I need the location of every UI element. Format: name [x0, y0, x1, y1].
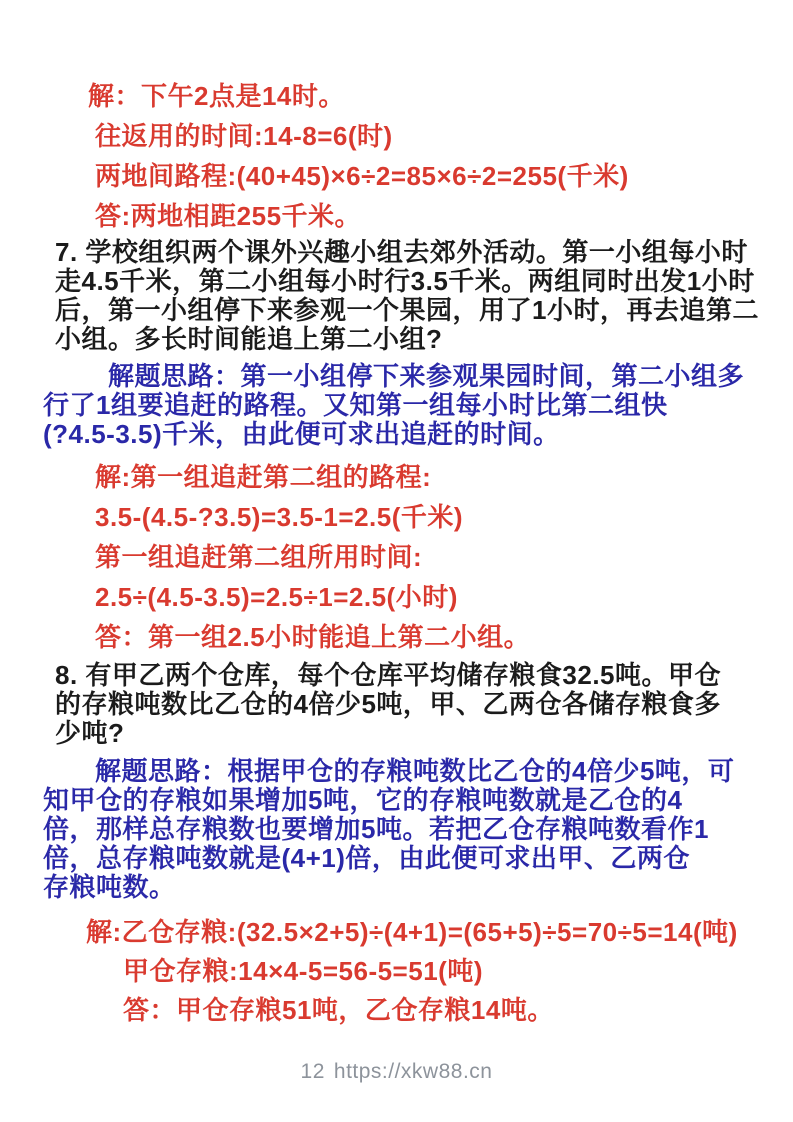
solution-8-line-2: 甲仓存粮:14×4-5=56-5=51(吨) [123, 956, 483, 986]
page-number: 12 [300, 1060, 325, 1083]
idea-7-line-2: 行了1组要追赶的路程。又知第一组每小时比第二组快 [43, 390, 668, 420]
problem-7-line-3: 后，第一小组停下来参观一个果园，用了1小时，再去追第二 [55, 295, 759, 325]
idea-8-line-4: 倍，总存粮吨数就是(4+1)倍，由此便可求出甲、乙两仓 [43, 843, 690, 873]
solution-6-line-4: 答:两地相距255千米。 [95, 201, 362, 231]
solution-8-line-3: 答：甲仓存粮51吨，乙仓存粮14吨。 [123, 995, 554, 1025]
solution-7-line-3: 第一组追赶第二组所用时间: [95, 542, 423, 572]
problem-8-line-2: 的存粮吨数比乙仓的4倍少5吨，甲、乙两仓各储存粮食多 [55, 689, 721, 719]
solution-6-line-2: 往返用的时间:14-8=6(时) [95, 121, 393, 151]
problem-7-line-2: 走4.5千米，第二小组每小时行3.5千米。两组同时出发1小时 [55, 266, 755, 296]
idea-7-line-3: (?4.5-3.5)千米，由此便可求出追赶的时间。 [43, 419, 560, 449]
idea-7-line-1: 解题思路：第一小组停下来参观果园时间，第二小组多 [108, 361, 745, 391]
idea-8-line-3: 倍，那样总存粮数也要增加5吨。若把乙仓存粮吨数看作1 [43, 814, 709, 844]
problem-8-line-1: 8. 有甲乙两个仓库，每个仓库平均储存粮食32.5吨。甲仓 [55, 660, 722, 690]
solution-8-block [0, 918, 793, 1024]
solution-7-line-2: 3.5-(4.5-?3.5)=3.5-1=2.5(千米) [95, 502, 464, 532]
solution-6-line-1: 解：下午2点是14时。 [88, 81, 345, 111]
problem-7-line-1: 7. 学校组织两个课外兴趣小组去郊外活动。第一小组每小时 [55, 237, 748, 267]
idea-8-line-5: 存粮吨数。 [43, 872, 176, 902]
problem-7-block [0, 238, 793, 354]
problem-8-line-3: 少吨? [55, 718, 125, 748]
solution-6-block [0, 82, 793, 230]
solution-7-line-5: 答：第一组2.5小时能追上第二小组。 [95, 622, 531, 652]
solution-7-line-4: 2.5÷(4.5-3.5)=2.5÷1=2.5(小时) [95, 582, 458, 612]
footer-url: https://xkw88.cn [333, 1060, 493, 1083]
solution-6-line-3: 两地间路程:(40+45)×6÷2=85×6÷2=255(千米) [95, 161, 629, 191]
solution-7-line-1: 解:第一组追赶第二组的路程: [95, 462, 432, 492]
problem-7-line-4: 小组。多长时间能追上第二小组? [55, 324, 443, 354]
solution-8-line-1: 解:乙仓存粮:(32.5×2+5)÷(4+1)=(65+5)÷5=70÷5=14(吨) [86, 917, 738, 947]
idea-8-block [0, 757, 793, 902]
idea-7-block [0, 362, 793, 449]
page-footer [0, 1060, 793, 1084]
idea-8-line-2: 知甲仓的存粮如果增加5吨，它的存粮吨数就是乙仓的4 [43, 785, 683, 815]
idea-8-line-1: 解题思路：根据甲仓的存粮吨数比乙仓的4倍少5吨，可 [95, 756, 735, 786]
problem-8-block [0, 661, 793, 748]
solution-7-block [0, 463, 793, 651]
